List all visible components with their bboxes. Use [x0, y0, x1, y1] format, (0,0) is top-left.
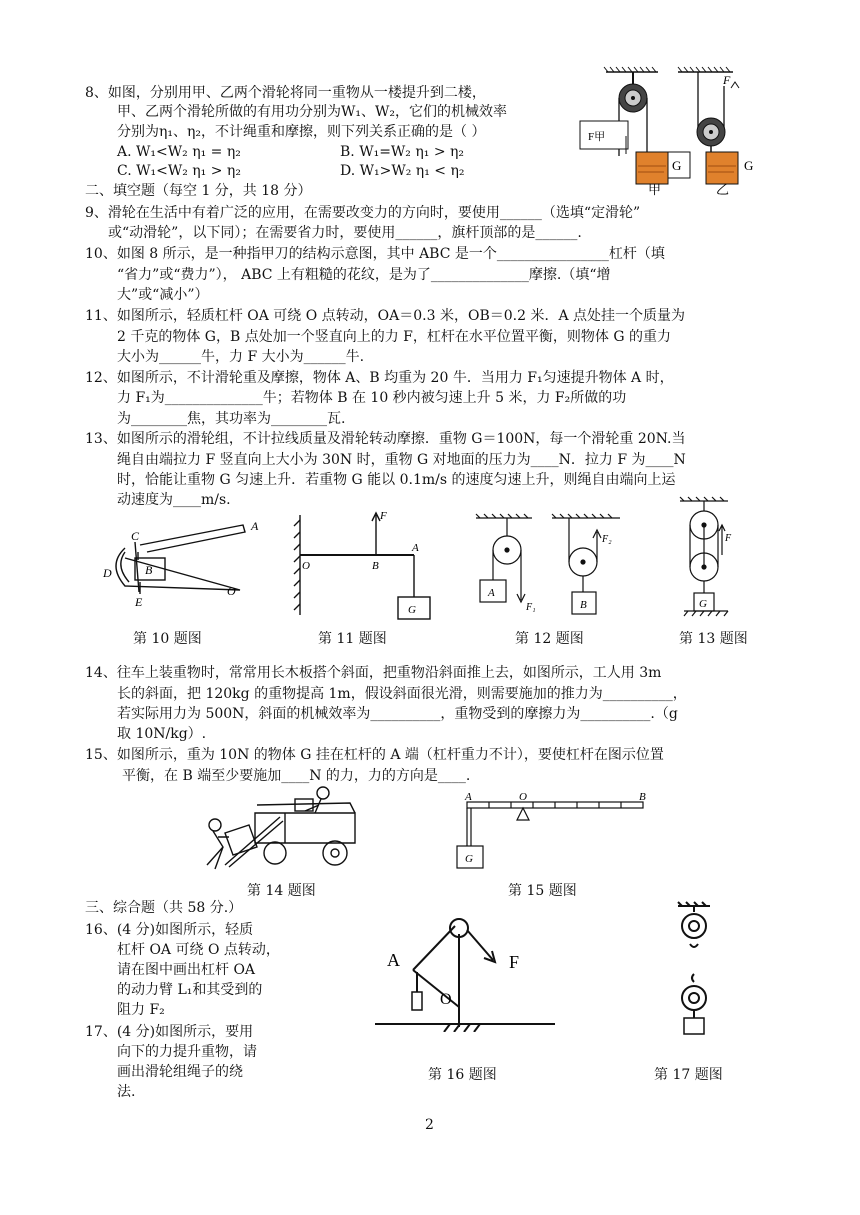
q17-line-1: 17、(4 分)如图所示，要用 — [85, 1024, 254, 1040]
caption-q15: 第 15 题图 — [508, 883, 577, 899]
label-g-jia: G — [672, 158, 682, 173]
q8-line-2: 甲、乙两个滑轮所做的有用功分别为W₁、W₂，它们的机械效率 — [117, 104, 508, 120]
q16-line-5: 阻力 F₂ — [117, 1002, 165, 1018]
lever-label-a: A — [412, 542, 419, 554]
q16-label-f: F — [509, 952, 520, 972]
q16-line-1: 16、(4 分)如图所示，轻质 — [85, 922, 254, 938]
q15-label-g: G — [465, 853, 473, 865]
q12-line-1: 12、如图所示，不计滑轮重及摩擦，物体 A、B 均重为 20 牛．当用力 F₁匀速提升物体 A 时， — [85, 370, 674, 386]
label-yi: 乙 — [716, 182, 730, 196]
lever-label-g: G — [408, 604, 416, 616]
q10-line-1: 10、如图 8 所示，是一种指甲刀的结构示意图，其中 ABC 是一个________________杠杆（填 — [85, 246, 665, 262]
lever-label-f: F — [380, 510, 387, 522]
q15-line-2: 平衡，在 B 端至少要施加____N 的力，力的方向是____. — [122, 768, 471, 784]
q14-line-1: 14、往车上装重物时，常常用长木板搭个斜面，把重物沿斜面推上去，如图所示，工人用 3m — [85, 665, 662, 681]
clipper-label-d: D — [103, 566, 112, 580]
q15-label-o: O — [519, 791, 527, 803]
lever-label-o: O — [302, 560, 310, 572]
caption-q17: 第 17 题图 — [654, 1067, 723, 1083]
q15-label-a: A — [465, 791, 472, 803]
q8-option-d: D. W₁>W₂ η₁ < η₂ — [340, 163, 465, 179]
q14-ramp-figure — [185, 785, 375, 875]
section-3-heading: 三、综合题（共 58 分.） — [85, 900, 243, 916]
caption-q11: 第 11 题图 — [318, 631, 387, 647]
q11-lever-figure — [288, 505, 448, 620]
q9-line-1: 9、滑轮在生活中有着广泛的应用，在需要改变力的方向时，要使用______（选填“定滑轮” — [85, 205, 641, 221]
q13-label-f: F — [725, 533, 732, 544]
clipper-label-o: O — [227, 584, 236, 598]
clipper-label-b: B — [145, 563, 153, 577]
q8-option-a: A. W₁<W₂ η₁ = η₂ — [117, 144, 241, 160]
q13-pulley-block-figure — [670, 495, 740, 620]
label-f-yi: F — [723, 73, 731, 87]
label-jia: 甲 — [648, 182, 662, 196]
q9-line-2: 或“动滑轮”，以下同）；在需要省力时，要使用______，旗杆顶部的是______. — [108, 225, 582, 241]
q13-line-1: 13、如图所示的滑轮组，不计拉线质量及滑轮转动摩擦．重物 G＝100N，每一个滑轮重 20N.当 — [85, 431, 686, 447]
q12-label-a: A — [488, 587, 495, 599]
q12-label-f1: F₁ — [526, 602, 536, 613]
q13-line-2: 绳自由端拉力 F 竖直向上大小为 30N 时，重物 G 对地面的压力为____N．拉力 F 为____N — [117, 452, 686, 468]
clipper-label-e: E — [135, 595, 143, 609]
q10-nail-clipper-figure — [95, 520, 270, 615]
q12-label-b: B — [580, 599, 587, 611]
caption-q16: 第 16 题图 — [428, 1067, 497, 1083]
q11-line-2: 2 千克的物体 G，B 点处加一个竖直向上的力 F，杠杆在水平位置平衡，则物体 G 的重力 — [117, 329, 671, 345]
q10-line-2: “省力”或“费力”）， ABC 上有粗糙的花纹，是为了______________摩擦.（填“增 — [117, 267, 611, 283]
q13-line-4: 动速度为____m/s. — [117, 492, 231, 508]
caption-q13: 第 13 题图 — [679, 631, 748, 647]
q8-option-c: C. W₁<W₂ η₁ > η₂ — [117, 163, 241, 179]
clipper-label-c: C — [131, 529, 140, 543]
q16-label-o: O — [440, 991, 452, 1008]
q16-line-2: 杠杆 OA 可绕 O 点转动， — [117, 942, 280, 958]
q15-label-b: B — [639, 791, 646, 803]
q16-line-3: 请在图中画出杠杆 OA — [117, 962, 256, 978]
caption-q14: 第 14 题图 — [247, 883, 316, 899]
q12-line-3: 为________焦，其功率为________瓦. — [117, 411, 346, 427]
q17-line-3: 画出滑轮组绳子的绕 — [117, 1064, 243, 1080]
q8-option-b: B. W₁=W₂ η₁ > η₂ — [340, 144, 465, 160]
q8-line-3: 分别为η₁、η₂，不计绳重和摩擦，则下列关系正确的是（ ） — [117, 124, 486, 140]
q16-line-4: 的动力臂 L₁和其受到的 — [117, 982, 263, 998]
q11-line-3: 大小为______牛，力 F 大小为______牛. — [117, 349, 365, 365]
caption-q12: 第 12 题图 — [515, 631, 584, 647]
section-2-heading: 二、填空题（每空 1 分，共 18 分） — [85, 183, 312, 199]
q8-pulley-figure — [578, 66, 768, 196]
q15-lever-figure — [455, 790, 655, 870]
q12-line-2: 力 F₁为______________牛；若物体 B 在 10 秒内被匀速上升 5 米，力 F₂所做的功 — [117, 390, 627, 406]
label-g-yi: G — [744, 158, 754, 173]
q14-line-2: 长的斜面，把 120kg 的重物提高 1m，假设斜面很光滑，则需要施加的推力为__________， — [117, 686, 687, 702]
q14-line-3: 若实际用力为 500N，斜面的机械效率为__________，重物受到的摩擦力为__________.（g — [117, 706, 678, 722]
q12-label-f2: F₂ — [602, 534, 612, 545]
q15-line-1: 15、如图所示，重为 10N 的物体 G 挂在杠杆的 A 端（杠杆重力不计），要使杠杆在图示位置 — [85, 747, 664, 763]
caption-q10: 第 10 题图 — [133, 631, 202, 647]
lever-label-b: B — [372, 560, 379, 572]
q14-line-4: 取 10N/kg）. — [117, 726, 207, 742]
q10-line-3: 大”或“减小”） — [117, 287, 209, 303]
q11-line-1: 11、如图所示，轻质杠杆 OA 可绕 O 点转动，OA＝0.3 米，OB＝0.2 米．A 点处挂一个质量为 — [85, 308, 686, 324]
label-f-jia: F甲 — [588, 131, 606, 143]
q8-line-1: 8、如图，分别用甲、乙两个滑轮将同一重物从一楼提升到二楼， — [85, 85, 486, 101]
q17-line-2: 向下的力提升重物，请 — [117, 1044, 257, 1060]
q17-line-4: 法. — [117, 1084, 136, 1100]
q17-pulley-block-figure — [668, 900, 718, 1055]
page-number: 2 — [425, 1117, 434, 1133]
clipper-label-a: A — [251, 520, 259, 533]
q16-label-a: A — [387, 950, 400, 970]
q13-line-3: 时，恰能让重物 G 匀速上升．若重物 G 能以 0.1m/s 的速度匀速上升，则绳自由端向上运 — [117, 472, 676, 488]
q13-label-g: G — [699, 598, 707, 610]
q12-pulley-figure — [470, 512, 630, 617]
q16-lever-figure — [375, 912, 555, 1032]
